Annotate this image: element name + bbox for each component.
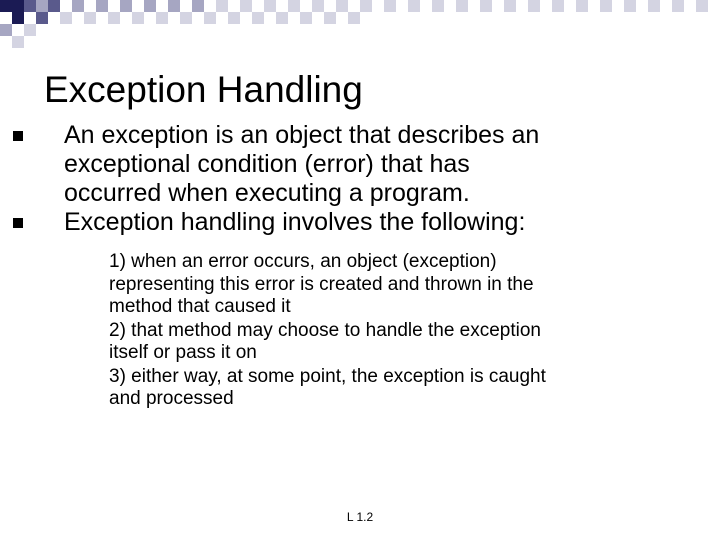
step-text-line: method that caused it — [109, 296, 291, 317]
checker-square — [324, 12, 336, 24]
checker-square — [432, 0, 444, 12]
checker-square — [696, 0, 708, 12]
checker-square — [456, 0, 468, 12]
checker-square — [180, 12, 192, 24]
checker-square — [60, 12, 72, 24]
checker-square — [276, 12, 288, 24]
checker-square — [600, 0, 612, 12]
checker-square — [0, 0, 12, 12]
checker-square — [168, 0, 180, 12]
square-bullet-icon — [13, 218, 23, 228]
bullet-text-line: occurred when executing a program. — [64, 179, 470, 207]
decorative-checker-strip — [0, 0, 720, 48]
checker-square — [528, 0, 540, 12]
checker-square — [384, 0, 396, 12]
checker-square — [408, 0, 420, 12]
checker-square — [228, 12, 240, 24]
checker-square — [12, 12, 24, 24]
checker-square — [624, 0, 636, 12]
checker-square — [36, 0, 48, 12]
checker-square — [0, 24, 12, 36]
step-text-line: 1) when an error occurs, an object (exception) — [109, 251, 497, 272]
checker-square — [132, 12, 144, 24]
checker-square — [96, 0, 108, 12]
checker-square — [108, 12, 120, 24]
checker-square — [348, 12, 360, 24]
checker-square — [504, 0, 516, 12]
checker-square — [240, 0, 252, 12]
checker-square — [24, 24, 36, 36]
step-item — [0, 320, 720, 365]
checker-square — [204, 12, 216, 24]
checker-square — [672, 0, 684, 12]
checker-square — [36, 12, 48, 24]
step-item — [0, 366, 720, 411]
checker-square — [360, 0, 372, 12]
slide-title: Exception Handling — [44, 69, 363, 110]
checker-square — [72, 0, 84, 12]
step-item — [0, 251, 720, 319]
step-text-line: representing this error is created and thrown in the — [109, 273, 534, 295]
bullet-item — [0, 208, 720, 237]
checker-square — [336, 0, 348, 12]
checker-square — [252, 12, 264, 24]
checker-square — [120, 0, 132, 12]
bullet-item — [0, 121, 720, 208]
checker-square — [216, 0, 228, 12]
checker-square — [288, 0, 300, 12]
checker-square — [264, 0, 276, 12]
step-text-line: 3) either way, at some point, the exception is caught — [109, 365, 546, 387]
checker-square — [552, 0, 564, 12]
checker-square — [300, 12, 312, 24]
checker-square — [576, 0, 588, 12]
bullet-list — [0, 121, 720, 237]
checker-square — [480, 0, 492, 12]
checker-square — [12, 0, 24, 12]
checker-square — [312, 0, 324, 12]
step-list — [0, 251, 720, 412]
checker-square — [144, 0, 156, 12]
square-bullet-icon — [13, 131, 23, 141]
checker-square — [24, 0, 36, 12]
checker-square — [156, 12, 168, 24]
checker-square — [12, 36, 24, 48]
bullet-text-line: An exception is an object that describes an — [64, 121, 540, 149]
step-text-line: itself or pass it on — [109, 342, 257, 363]
checker-square — [192, 0, 204, 12]
checker-square — [648, 0, 660, 12]
bullet-text-line: Exception handling involves the following: — [64, 208, 526, 236]
checker-square — [84, 12, 96, 24]
slide-number: L 1.2 — [346, 510, 374, 524]
checker-square — [48, 0, 60, 12]
step-text-line: and processed — [109, 388, 234, 409]
step-text-line: 2) that method may choose to handle the exception — [109, 319, 541, 341]
bullet-text-line: exceptional condition (error) that has — [64, 150, 470, 178]
